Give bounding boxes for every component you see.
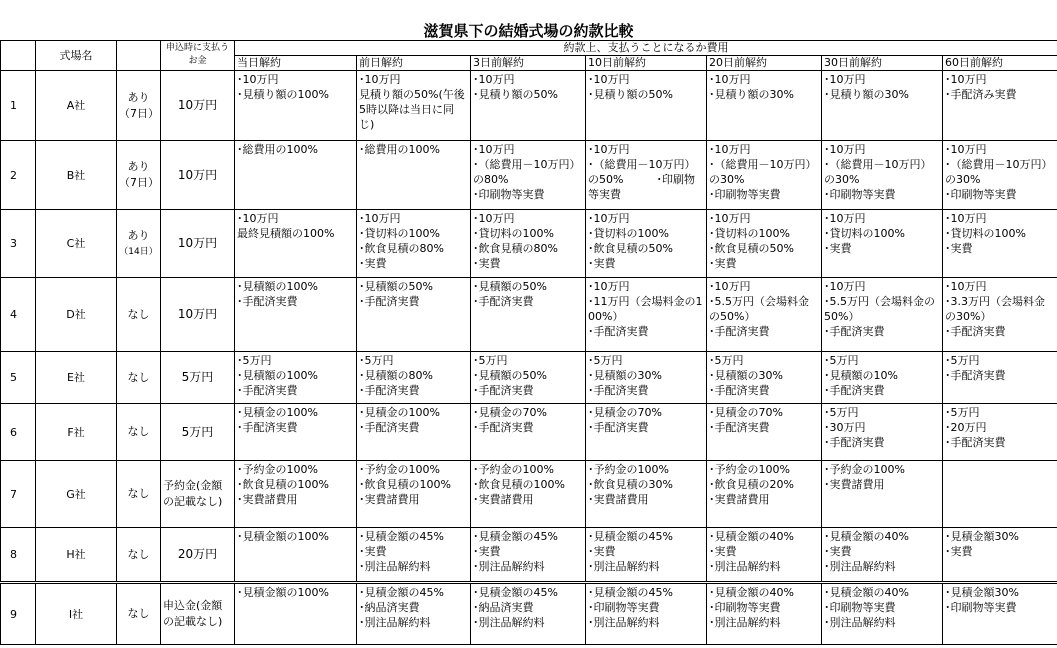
fee-cell bbox=[943, 528, 1057, 583]
fee-cell bbox=[822, 278, 943, 352]
fee-line: ･手配済実費 bbox=[824, 325, 885, 338]
header-venue: 式場名 bbox=[36, 41, 117, 71]
fee-line: ･見積金の70% bbox=[588, 406, 662, 419]
header-row-1 bbox=[1, 41, 1057, 56]
fee-cell bbox=[357, 210, 471, 278]
fee-line: ･10万円 bbox=[359, 212, 401, 225]
row-number: 2 bbox=[1, 141, 36, 210]
fee-line: ･見積額の50% bbox=[473, 369, 547, 382]
fee-line: ･手配済実費 bbox=[359, 384, 420, 397]
rule-line: （7日） bbox=[119, 176, 159, 189]
fee-line: ･実費 bbox=[359, 545, 387, 558]
fee-line: ･実費 bbox=[588, 257, 616, 270]
fee-line: ･5.5万円（会場料金の50%） bbox=[824, 295, 935, 323]
fee-cell bbox=[471, 210, 586, 278]
fee-line: ･実費諸費用 bbox=[824, 478, 885, 491]
fee-cell bbox=[357, 461, 471, 528]
fee-line: ･飲食見積の100% bbox=[359, 478, 451, 491]
fee-line: ･予約金の100% bbox=[473, 463, 554, 476]
fee-line: ･実費諸費用 bbox=[237, 493, 298, 506]
fee-cell bbox=[707, 210, 822, 278]
comparison-table bbox=[0, 40, 1057, 645]
fee-line: ･10万円 bbox=[473, 143, 515, 156]
fee-line: ･11万円（会場料金の100%） bbox=[588, 295, 703, 323]
venue-name: A社 bbox=[36, 71, 117, 141]
fee-cell bbox=[471, 71, 586, 141]
table-row bbox=[1, 278, 1057, 352]
fee-line: ･飲食見積の100% bbox=[473, 478, 565, 491]
fee-line: ･見積金額の100% bbox=[237, 530, 329, 543]
fee-line: ･見積金の100% bbox=[237, 406, 318, 419]
fee-line: ･実費 bbox=[709, 545, 737, 558]
fee-line: ･飲食見積の50% bbox=[709, 242, 794, 255]
fee-line: ･見積金額の40% bbox=[709, 530, 794, 543]
fee-cell bbox=[235, 528, 357, 583]
cancellation-rule bbox=[117, 583, 161, 645]
fee-line: ･別注品解約料 bbox=[709, 560, 781, 573]
fee-line: ･見積金額の40% bbox=[824, 530, 909, 543]
fee-line: ･実費 bbox=[945, 242, 973, 255]
deposit-amount: 予約金(金額の記載なし) bbox=[161, 461, 235, 528]
fee-line: ･見積額の30% bbox=[588, 369, 662, 382]
header-period: 30日前解約 bbox=[822, 56, 943, 71]
fee-cell bbox=[586, 461, 707, 528]
deposit-amount: 10万円 bbox=[161, 210, 235, 278]
venue-name: H社 bbox=[36, 528, 117, 583]
fee-line: ･印刷物等実費 bbox=[473, 188, 545, 201]
fee-line: ･10万円 bbox=[824, 280, 866, 293]
fee-cell bbox=[471, 352, 586, 404]
cancellation-rule bbox=[117, 141, 161, 210]
fee-line: ･見積金額30% bbox=[945, 586, 1019, 599]
fee-cell bbox=[943, 352, 1057, 404]
fee-cell bbox=[822, 71, 943, 141]
fee-line: ･予約金の100% bbox=[588, 463, 669, 476]
rule-line: なし bbox=[127, 487, 150, 500]
fee-line: ･見積金の100% bbox=[359, 406, 440, 419]
rule-line: （14日） bbox=[119, 246, 158, 257]
fee-line: ･貸切料の100% bbox=[473, 227, 554, 240]
rule-line: なし bbox=[127, 425, 150, 438]
fee-line: ･納品済実費 bbox=[359, 601, 420, 614]
fee-line: ･手配済実費 bbox=[473, 421, 534, 434]
header-period: 3日前解約 bbox=[471, 56, 586, 71]
fee-line: ･10万円 bbox=[588, 280, 630, 293]
fee-line: ･見積金額の100% bbox=[237, 586, 329, 599]
fee-cell bbox=[471, 141, 586, 210]
venue-name: C社 bbox=[36, 210, 117, 278]
fee-line: ･10万円 bbox=[824, 143, 866, 156]
fee-line: ･見積金額の40% bbox=[824, 586, 909, 599]
fee-line: ･5.5万円（会場料金の50%） bbox=[709, 295, 809, 323]
fee-line: ･実費 bbox=[473, 545, 501, 558]
fee-cell bbox=[471, 461, 586, 528]
fee-line: ･印刷物等実費 bbox=[945, 601, 1017, 614]
fee-line: ･手配済実費 bbox=[588, 421, 649, 434]
fee-line: ･見積り額の50% bbox=[588, 88, 673, 101]
fee-line: ･手配済み実費 bbox=[945, 88, 1017, 101]
fee-line: ･見積額の100% bbox=[237, 369, 318, 382]
fee-line: ･印刷物等実費 bbox=[945, 188, 1017, 201]
venue-name: G社 bbox=[36, 461, 117, 528]
fee-line: ･総費用の100% bbox=[237, 143, 318, 156]
fee-line: ･見積り額の50% bbox=[473, 88, 558, 101]
fee-line: ･貸切料の100% bbox=[359, 227, 440, 240]
fee-line: ･（総費用－10万円）の30% bbox=[945, 158, 1053, 186]
fee-line: ･予約金の100% bbox=[359, 463, 440, 476]
fee-line: ･飲食見積の20% bbox=[709, 478, 794, 491]
fee-line: ･手配済実費 bbox=[359, 295, 420, 308]
fee-line: ･貸切料の100% bbox=[588, 227, 669, 240]
fee-line: ･手配済実費 bbox=[709, 384, 770, 397]
fee-cell bbox=[822, 528, 943, 583]
fee-line: ･10万円 bbox=[359, 73, 401, 86]
fee-cell bbox=[235, 461, 357, 528]
fee-cell bbox=[822, 583, 943, 645]
fee-line: ･別注品解約料 bbox=[473, 616, 545, 629]
fee-cell bbox=[471, 278, 586, 352]
fee-line: ･別注品解約料 bbox=[588, 560, 660, 573]
fee-cell bbox=[586, 352, 707, 404]
fee-cell bbox=[471, 528, 586, 583]
table-row bbox=[1, 461, 1057, 528]
fee-line: ･予約金の100% bbox=[824, 463, 905, 476]
row-number: 5 bbox=[1, 352, 36, 404]
fee-line: ･飲食見積の80% bbox=[473, 242, 558, 255]
fee-line: ･（総費用－10万円）の50% ･印刷物等実費 bbox=[588, 158, 696, 201]
fee-line: ･飲食見積の50% bbox=[588, 242, 673, 255]
fee-line: ･印刷物等実費 bbox=[588, 601, 660, 614]
deposit-amount: 5万円 bbox=[161, 352, 235, 404]
fee-line: ･5万円 bbox=[237, 354, 272, 367]
row-number: 1 bbox=[1, 71, 36, 141]
cancellation-rule bbox=[117, 404, 161, 461]
fee-line: ･印刷物等実費 bbox=[824, 188, 896, 201]
row-number: 8 bbox=[1, 528, 36, 583]
fee-line: ･飲食見積の80% bbox=[359, 242, 444, 255]
fee-line: ･5万円 bbox=[709, 354, 744, 367]
fee-line: ･別注品解約料 bbox=[473, 560, 545, 573]
fee-line: ･5万円 bbox=[945, 354, 980, 367]
fee-cell bbox=[943, 404, 1057, 461]
rule-line: あり bbox=[127, 90, 150, 104]
fee-line: ･手配済実費 bbox=[237, 295, 298, 308]
cancellation-rule bbox=[117, 528, 161, 583]
fee-cell bbox=[822, 352, 943, 404]
rule-line: なし bbox=[127, 370, 150, 384]
fee-cell bbox=[235, 141, 357, 210]
fee-cell bbox=[586, 71, 707, 141]
fee-line: ･別注品解約料 bbox=[359, 616, 431, 629]
fee-line: ･（総費用－10万円）の80% bbox=[473, 158, 581, 186]
fee-line: ･手配済実費 bbox=[473, 384, 534, 397]
fee-line: ･手配済実費 bbox=[237, 421, 298, 434]
venue-name: D社 bbox=[36, 278, 117, 352]
header-period: 当日解約 bbox=[235, 56, 357, 71]
fee-line: ･見積金額の45% bbox=[359, 586, 444, 599]
fee-line: ･見積金の70% bbox=[709, 406, 783, 419]
fee-line: ･見積金額の45% bbox=[359, 530, 444, 543]
fee-line: ･総費用の100% bbox=[359, 143, 440, 156]
fee-line: ･予約金の100% bbox=[709, 463, 790, 476]
header-period: 前日解約 bbox=[357, 56, 471, 71]
cancellation-rule bbox=[117, 210, 161, 278]
fee-line: ･手配済実費 bbox=[824, 436, 885, 449]
fee-line: ･10万円 bbox=[237, 212, 279, 225]
table-row bbox=[1, 528, 1057, 583]
fee-cell bbox=[357, 404, 471, 461]
fee-line: ･手配済実費 bbox=[945, 369, 1006, 382]
fee-line: ･見積り額の30% bbox=[709, 88, 794, 101]
fee-line: ･手配済実費 bbox=[824, 384, 885, 397]
cancellation-rule bbox=[117, 461, 161, 528]
fee-cell bbox=[943, 583, 1057, 645]
table-row bbox=[1, 583, 1057, 645]
fee-line: ･10万円 bbox=[709, 73, 751, 86]
fee-line: ･10万円 bbox=[588, 143, 630, 156]
fee-line: ･手配済実費 bbox=[945, 436, 1006, 449]
fee-cell bbox=[707, 141, 822, 210]
fee-line: ･実費 bbox=[824, 545, 852, 558]
fee-cell bbox=[707, 528, 822, 583]
fee-line: ･見積額の10% bbox=[824, 369, 898, 382]
rule-line: なし bbox=[127, 307, 150, 321]
fee-line: ･見積り額の30% bbox=[824, 88, 909, 101]
row-number: 6 bbox=[1, 404, 36, 461]
fee-line: ･10万円 bbox=[588, 212, 630, 225]
fee-line: ･貸切料の100% bbox=[709, 227, 790, 240]
fee-line: ･手配済実費 bbox=[359, 421, 420, 434]
fee-line: ･飲食見積の100% bbox=[237, 478, 329, 491]
table-row bbox=[1, 352, 1057, 404]
fee-line: ･10万円 bbox=[824, 212, 866, 225]
fee-cell bbox=[357, 352, 471, 404]
header-deposit: 申込時に支払うお金 bbox=[161, 41, 235, 71]
fee-line: ･実費 bbox=[945, 545, 973, 558]
fee-cell bbox=[586, 404, 707, 461]
rule-line: （7日） bbox=[119, 106, 159, 120]
cancellation-rule bbox=[117, 278, 161, 352]
deposit-amount: 20万円 bbox=[161, 528, 235, 583]
deposit-amount: 10万円 bbox=[161, 71, 235, 141]
cancellation-rule bbox=[117, 352, 161, 404]
fee-cell bbox=[943, 461, 1057, 528]
row-number: 4 bbox=[1, 278, 36, 352]
fee-line: ･納品済実費 bbox=[473, 601, 534, 614]
fee-line: ･10万円 bbox=[473, 73, 515, 86]
fee-cell bbox=[822, 404, 943, 461]
fee-line: ･見積額の80% bbox=[359, 369, 433, 382]
fee-line: ･見積額の30% bbox=[709, 369, 783, 382]
fee-line: ･10万円 bbox=[945, 73, 987, 86]
fee-cell bbox=[707, 278, 822, 352]
fee-line: ･別注品解約料 bbox=[709, 616, 781, 629]
fee-cell bbox=[707, 71, 822, 141]
fee-line: ･手配済実費 bbox=[588, 325, 649, 338]
fee-line: ･手配済実費 bbox=[709, 325, 770, 338]
fee-line: ･手配済実費 bbox=[709, 421, 770, 434]
fee-cell bbox=[235, 71, 357, 141]
fee-cell bbox=[943, 278, 1057, 352]
fee-line: ･印刷物等実費 bbox=[824, 601, 896, 614]
fee-line: ･貸切料の100% bbox=[945, 227, 1026, 240]
fee-cell bbox=[586, 583, 707, 645]
deposit-amount: 申込金(金額の記載なし) bbox=[161, 583, 235, 645]
deposit-amount: 5万円 bbox=[161, 404, 235, 461]
fee-cell bbox=[235, 404, 357, 461]
fee-cell bbox=[586, 278, 707, 352]
fee-cell bbox=[822, 461, 943, 528]
fee-cell bbox=[235, 583, 357, 645]
fee-cell bbox=[707, 404, 822, 461]
fee-line: ･10万円 bbox=[237, 73, 279, 86]
fee-line: ･手配済実費 bbox=[473, 295, 534, 308]
fee-cell bbox=[586, 528, 707, 583]
fee-cell bbox=[357, 528, 471, 583]
fee-line: ･5万円 bbox=[359, 354, 394, 367]
fee-cell bbox=[235, 210, 357, 278]
fee-cell bbox=[357, 71, 471, 141]
fee-cell bbox=[471, 404, 586, 461]
fee-line: ･10万円 bbox=[824, 73, 866, 86]
header-rule bbox=[117, 41, 161, 71]
fee-line: 最終見積額の100% bbox=[237, 227, 335, 240]
header-period: 20日前解約 bbox=[707, 56, 822, 71]
header-period: 10日前解約 bbox=[586, 56, 707, 71]
venue-name: E社 bbox=[36, 352, 117, 404]
fee-line: ･手配済実費 bbox=[237, 384, 298, 397]
deposit-amount: 10万円 bbox=[161, 141, 235, 210]
fee-line: ･印刷物等実費 bbox=[709, 601, 781, 614]
cancellation-rule bbox=[117, 71, 161, 141]
fee-cell bbox=[822, 141, 943, 210]
header-num bbox=[1, 41, 36, 71]
fee-cell bbox=[822, 210, 943, 278]
fee-cell bbox=[357, 583, 471, 645]
venue-name: F社 bbox=[36, 404, 117, 461]
deposit-amount: 10万円 bbox=[161, 278, 235, 352]
fee-cell bbox=[707, 461, 822, 528]
fee-line: ･5万円 bbox=[824, 406, 859, 419]
fee-line: ･実費 bbox=[824, 242, 852, 255]
fee-line: ･手配済実費 bbox=[588, 384, 649, 397]
fee-line: ･10万円 bbox=[588, 73, 630, 86]
fee-line: ･見積金額の45% bbox=[473, 586, 558, 599]
fee-line: ･（総費用－10万円）の30% bbox=[824, 158, 932, 186]
rule-line: あり bbox=[127, 228, 150, 242]
fee-line: ･見積額の50% bbox=[359, 280, 433, 293]
fee-line: ･見積金額の40% bbox=[709, 586, 794, 599]
fee-line: ･見積り額の100% bbox=[237, 88, 329, 101]
fee-line: ･実費 bbox=[709, 257, 737, 270]
fee-line: ･見積金額30% bbox=[945, 530, 1019, 543]
fee-line: ･5万円 bbox=[945, 406, 980, 419]
fee-line: ･実費諸費用 bbox=[588, 493, 649, 506]
fee-line: ･飲食見積の30% bbox=[588, 478, 673, 491]
fee-line: ･別注品解約料 bbox=[359, 560, 431, 573]
header-period: 60日前解約 bbox=[943, 56, 1057, 71]
fee-cell bbox=[471, 583, 586, 645]
table-row bbox=[1, 71, 1057, 141]
row-number: 7 bbox=[1, 461, 36, 528]
fee-line: ･印刷物等実費 bbox=[709, 188, 781, 201]
fee-line: ･10万円 bbox=[709, 280, 751, 293]
fee-line: ･実費諸費用 bbox=[709, 493, 770, 506]
fee-line: ･見積額の100% bbox=[237, 280, 318, 293]
fee-line: ･実費 bbox=[359, 257, 387, 270]
header-group: 約款上、支払うことになるか費用 bbox=[235, 41, 1057, 56]
fee-line: ･5万円 bbox=[588, 354, 623, 367]
fee-line: ･5万円 bbox=[473, 354, 508, 367]
fee-line: ･見積額の50% bbox=[473, 280, 547, 293]
table-body bbox=[1, 71, 1057, 645]
fee-cell bbox=[357, 278, 471, 352]
page-title: 滋賀県下の結婚式場の約款比較 bbox=[423, 22, 634, 40]
row-number: 3 bbox=[1, 210, 36, 278]
fee-line: ･10万円 bbox=[945, 280, 987, 293]
fee-line: ･3.3万円（会場料金の30%） bbox=[945, 295, 1045, 323]
fee-cell bbox=[586, 210, 707, 278]
fee-cell bbox=[943, 141, 1057, 210]
venue-name: I社 bbox=[36, 583, 117, 645]
fee-cell bbox=[357, 141, 471, 210]
fee-cell bbox=[707, 352, 822, 404]
fee-cell bbox=[586, 141, 707, 210]
fee-line: ･実費 bbox=[473, 257, 501, 270]
fee-line: ･5万円 bbox=[824, 354, 859, 367]
rule-line: あり bbox=[127, 160, 150, 173]
table-row bbox=[1, 141, 1057, 210]
fee-cell bbox=[235, 278, 357, 352]
fee-line: ･10万円 bbox=[709, 143, 751, 156]
fee-line: ･実費諸費用 bbox=[473, 493, 534, 506]
table-row bbox=[1, 404, 1057, 461]
fee-line: ･20万円 bbox=[945, 421, 987, 434]
fee-cell bbox=[707, 583, 822, 645]
venue-name: B社 bbox=[36, 141, 117, 210]
fee-line: ･別注品解約料 bbox=[824, 560, 896, 573]
table-row bbox=[1, 210, 1057, 278]
fee-line: ･見積金額の45% bbox=[588, 586, 673, 599]
fee-line: 見積り額の50%(午後5時以降は当日に同じ) bbox=[359, 88, 465, 131]
row-number: 9 bbox=[1, 583, 36, 645]
fee-line: ･10万円 bbox=[709, 212, 751, 225]
fee-cell bbox=[235, 352, 357, 404]
fee-cell bbox=[943, 71, 1057, 141]
fee-line: ･実費 bbox=[588, 545, 616, 558]
fee-line: ･手配済実費 bbox=[945, 325, 1006, 338]
fee-cell bbox=[943, 210, 1057, 278]
rule-line: なし bbox=[127, 607, 150, 620]
fee-line: ･10万円 bbox=[945, 212, 987, 225]
fee-line: ･貸切料の100% bbox=[824, 227, 905, 240]
fee-line: ･予約金の100% bbox=[237, 463, 318, 476]
fee-line: ･（総費用－10万円）の30% bbox=[709, 158, 817, 186]
fee-line: ･別注品解約料 bbox=[588, 616, 660, 629]
fee-line: ･見積金額の45% bbox=[588, 530, 673, 543]
fee-line: ･10万円 bbox=[945, 143, 987, 156]
fee-line: ･見積金の70% bbox=[473, 406, 547, 419]
fee-line: ･10万円 bbox=[473, 212, 515, 225]
fee-line: ･別注品解約料 bbox=[824, 616, 896, 629]
fee-line: ･30万円 bbox=[824, 421, 866, 434]
rule-line: なし bbox=[127, 547, 150, 561]
fee-line: ･実費諸費用 bbox=[359, 493, 420, 506]
fee-line: ･見積金額の45% bbox=[473, 530, 558, 543]
